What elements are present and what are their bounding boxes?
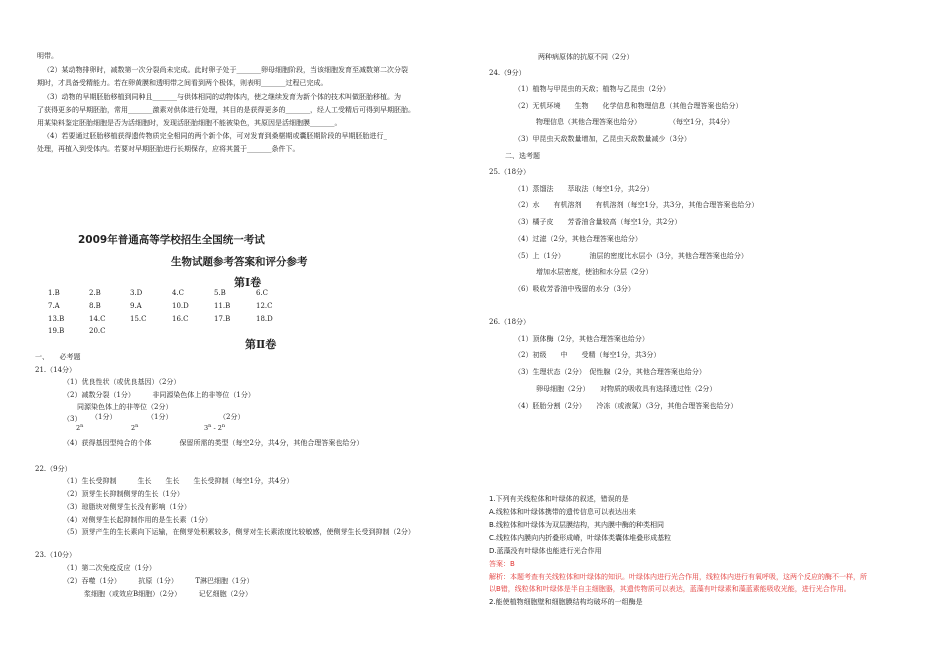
answer-line: （5）上（1分） 油层的密度比水层小（3分，其他合理答案也给分） (514, 252, 748, 260)
paragraph-line: （3）动物的早期胚胎移植到同种且_______与供体相同的动物体内，使之继续发育为新个体的技术叫做胚胎移植。为 (43, 93, 401, 101)
answer-cell: 13.B (48, 315, 65, 323)
math-expression: 2$^n$ (131, 423, 139, 433)
answer-cell: 2.B (89, 289, 101, 297)
answer-cell: 18.D (256, 315, 273, 323)
answer-cell: 15.C (130, 315, 147, 323)
answer-cell: 20.C (89, 327, 106, 335)
answer-line: （1）生长受抑制 生长 生长 生长受抑制（每空1分，共4分） (63, 477, 294, 485)
answer-cell: 8.B (89, 302, 101, 310)
answer-line: 增加水层密度，使油和水分层（2分） (536, 268, 653, 276)
answer-line: （6）吸收芳香油中残留的水分（3分） (514, 285, 635, 293)
answer-line: （1分） (91, 413, 117, 421)
paragraph-line: 处理，再植入到受体内。若要对早期胚胎进行长期保存，应将其置于_______条件下。 (37, 145, 300, 153)
answer-line: （2）无机环境 生物 化学信息和物理信息（其他合理答案也给分） (514, 102, 743, 110)
math-expression: 2$^n$ (76, 423, 84, 433)
answer-key: 答案：B (489, 560, 515, 568)
answer-line: （2）吞噬（1分） 抗原（1分） T淋巴细胞（1分） (63, 577, 254, 585)
answer-line: （2）顶芽生长抑制侧芽的生长（1分） (63, 490, 184, 498)
choice-a: A.线粒体和叶绿体携带的遗传信息可以表达出来 (489, 508, 636, 516)
answer-cell: 19.B (48, 327, 65, 335)
answer-line: 物理信息（其他合理答案也给分） （每空1分，共4分） (536, 118, 734, 126)
answer-line: （1）顶体酶（2分，其他合理答案也给分） (514, 335, 649, 343)
answer-line: （2）减数分裂（1分） 非同源染色体上的非等位（1分） (63, 391, 255, 399)
answer-line: 浆细胞（或效应B细胞）（2分） 记忆细胞（2分） (84, 590, 253, 598)
paragraph-line: 了获得更多的早期胚胎，常用_______激素对供体进行处理，其目的是获得更多的_______，经人工受精后可得到早期胚胎。 (37, 106, 415, 114)
answer-line: 同源染色体上的非等位（2分） (77, 403, 173, 411)
answer-line: （4）胚胎分割（2分） 冷冻（或液氮）（3分，其他合理答案也给分） (514, 402, 738, 410)
question-stem: 1.下列有关线粒体和叶绿体的叙述，错误的是 (489, 495, 629, 503)
answer-cell: 9.A (130, 302, 142, 310)
answer-line: （4）获得基因型纯合的个体 保留所需的类型（每空2分，共4分，其他合理答案也给分） (63, 439, 364, 447)
question-head: 21.（14分） (35, 366, 77, 374)
explanation-line: 以B错，线粒体和叶绿体是半自主细胞器，其遗传物质可以表达，蓝藻有叶绿素和藻蓝素能吸收光能，进行光合作用。 (489, 585, 851, 593)
answer-cell: 4.C (172, 289, 185, 297)
answer-line: （3） (63, 415, 82, 423)
answer-line: （5）顶芽产生的生长素向下运输，在侧芽处积累较多，侧芽对生长素浓度比较敏感，使侧芽生长受到抑制（2分） (63, 528, 415, 536)
answer-cell: 16.C (172, 315, 189, 323)
answer-cell: 7.A (48, 302, 60, 310)
answer-cell: 1.B (48, 289, 60, 297)
answer-line: （2）初级 中 受精（每空1分，共3分） (514, 351, 661, 359)
answer-cell: 6.C (256, 289, 269, 297)
paragraph-line: （4）若要通过胚胎移植获得遗传物质完全相同的两个新个体，可对发育到桑椹期或囊胚期阶段的早期胚胎进行_ (43, 132, 387, 140)
answer-line: （3）琼脂块对侧芽生长没有影响（1分） (63, 503, 191, 511)
question-head: 24.（9分） (489, 69, 526, 77)
paragraph-line: 期时，才具备受精能力。若在卵黄膜和透明带之间看到两个极体，则表明_______过程已完成。 (37, 79, 328, 87)
answer-line: （1）第二次免疫反应（1分） (63, 564, 156, 572)
answer-line: 两种病原体的抗原不同（2分） (538, 53, 634, 61)
answer-cell: 14.C (89, 315, 106, 323)
answer-line: （3）生理状态（2分） 促性腺（2分，其他合理答案也给分） (514, 368, 706, 376)
exam-subtitle: 生物试题参考答案和评分参考 (171, 256, 308, 268)
answer-line: （1）优良性状（或优良基因）（2分） (63, 378, 181, 386)
exam-title: 2009年普通高等学校招生全国统一考试 (78, 234, 265, 246)
answer-cell: 12.C (256, 302, 273, 310)
answer-line: （1）植物与甲昆虫的天敌；植物与乙昆虫（2分） (514, 85, 670, 93)
explanation-line: 解析：本题考查有关线粒体和叶绿体的知识。叶绿体内进行光合作用，线粒体内进行有氧呼吸，这两个反应的酶不一样，所 (489, 573, 867, 581)
answer-line: （4）对侧芽生长起抑制作用的是生长素（1分） (63, 516, 212, 524)
answer-line: （2）水 有机溶剂 有机溶剂（每空1分，共3分，其他合理答案也给分） (514, 201, 759, 209)
answer-line: （3）橘子皮 芳香油含量较高（每空1分，共2分） (514, 218, 682, 226)
section-heading: 一、 必考题 (35, 353, 81, 361)
answer-cell: 10.D (172, 302, 189, 310)
math-expression: 3$^n$ - 2$^n$ (204, 423, 226, 433)
answer-cell: 5.B (214, 289, 226, 297)
answer-cell: 17.B (214, 315, 231, 323)
answer-cell: 11.B (214, 302, 231, 310)
paragraph-line: 明带。 (37, 52, 58, 60)
choice-c: C.线粒体内膜向内折叠形成嵴，叶绿体类囊体堆叠形成基粒 (489, 534, 672, 542)
answer-line: （4）过滤（2分，其他合理答案也给分） (514, 235, 642, 243)
answer-line: （2分） (219, 413, 245, 421)
answer-line: （1）蒸馏法 萃取法（每空1分，共2分） (514, 185, 654, 193)
answer-line: （1分） (147, 413, 173, 421)
question-stem: 2.能使植物细胞壁和细胞膜结构均破坏的一组酶是 (489, 598, 643, 606)
section-heading: 二、选考题 (505, 152, 540, 160)
question-head: 23.（10分） (35, 551, 77, 559)
answer-line: （3）甲昆虫天敌数量增加，乙昆虫天敌数量减少（3分） (514, 135, 691, 143)
volume-one-heading: 第Ⅰ卷 (234, 276, 262, 289)
question-head: 26.（18分） (489, 318, 531, 326)
paragraph-line: 用某染料鉴定胚胎细胞是否为活细胞时，发现活胚胎细胞不能被染色，其原因是活细胞膜_______。 (37, 119, 342, 127)
question-head: 25.（18分） (489, 168, 531, 176)
paragraph-line: （2）某动物排卵时，减数第一次分裂尚未完成。此时卵子处于_______卵母细胞阶段，当该细胞发育至减数第二次分裂 (43, 66, 408, 74)
choice-d: D.蓝藻没有叶绿体也能进行光合作用 (489, 547, 602, 555)
volume-two-heading: 第Ⅱ卷 (245, 338, 277, 351)
answer-cell: 3.D (130, 289, 143, 297)
choice-b: B.线粒体和叶绿体为双层膜结构，其内膜中酶的种类相同 (489, 521, 665, 529)
answer-line: 卵母细胞（2分） 对物质的吸收具有选择透过性（2分） (536, 385, 717, 393)
question-head: 22.（9分） (35, 465, 72, 473)
